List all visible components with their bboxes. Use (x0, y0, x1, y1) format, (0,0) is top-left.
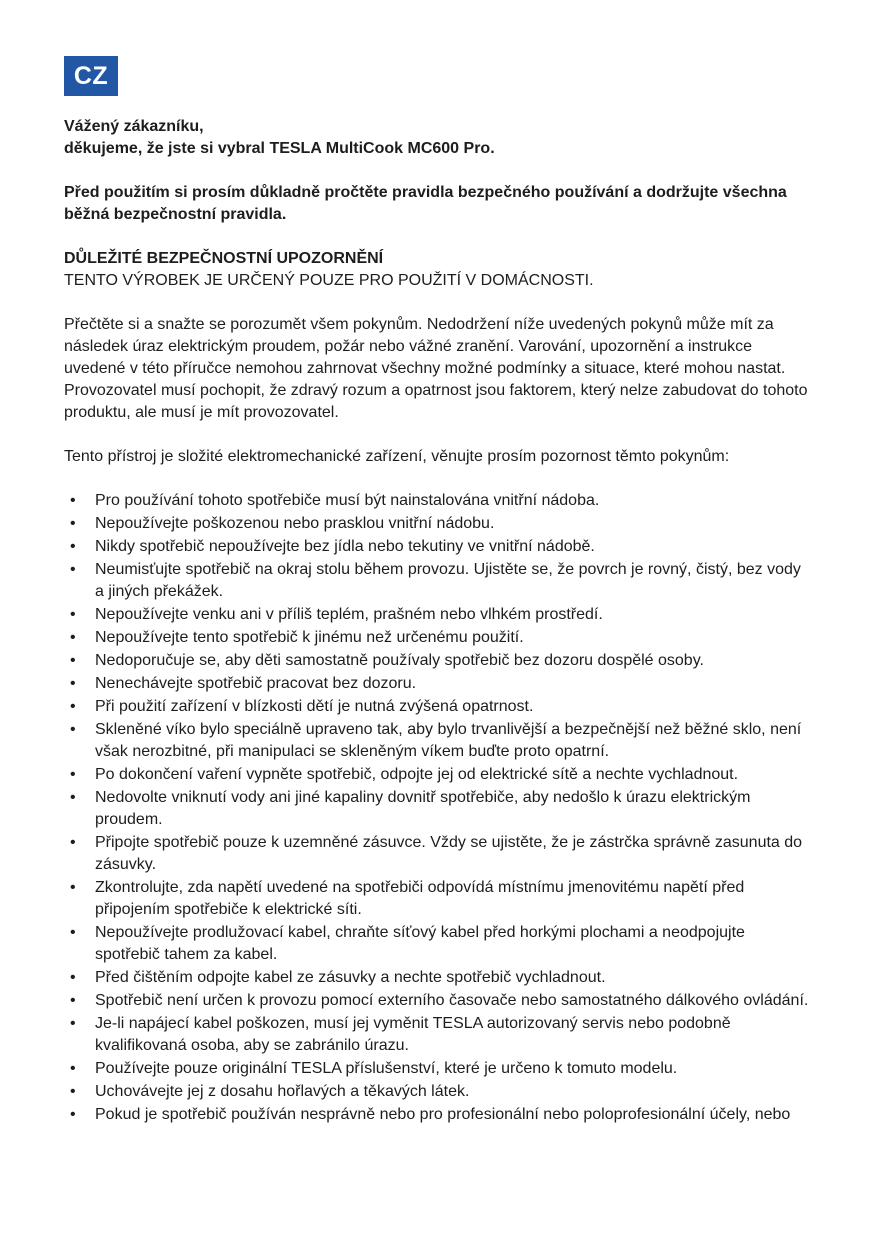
safety-paragraph-1: Přečtěte si a snažte se porozumět všem pokynům. Nedodržení níže uvedených pokynů může mít za následek úraz elektrickým proudem, požár nebo vážné zranění. Varování, upozornění a instrukce uvedené v této příručce nemohou zahrnovat všechny možné podmínky a situace, které mohou nastat. Provozovatel musí pochopit, že zdravý rozum a opatrnost jsou faktorem, který nelze zabudovat do tohoto produktu, ale musí je mít provozovatel. (64, 316, 808, 421)
language-badge-cz: CZ (64, 56, 118, 96)
safety-bullet-item: • Při použití zařízení v blízkosti dětí je nutná zvýšená opatrnost. (64, 696, 812, 718)
safety-bullet-item: • Nedovolte vniknutí vody ani jiné kapaliny dovnitř spotřebiče, aby nedošlo k úrazu elektrickým proudem. (64, 787, 812, 831)
section-title: DŮLEŽITÉ BEZPEČNOSTNÍ UPOZORNĚNÍ (64, 250, 384, 267)
safety-bullet-item: • Používejte pouze originální TESLA příslušenství, které je určeno k tomuto modelu. (64, 1058, 812, 1080)
greeting-line-1: Vážený zákazníku, (64, 118, 204, 135)
safety-bullet-item: • Nenechávejte spotřebič pracovat bez dozoru. (64, 673, 812, 695)
safety-bullet-item: • Skleněné víko bylo speciálně upraveno tak, aby bylo trvanlivější a bezpečnější než běžné sklo, není však nerozbitné, při manipulaci se skleněným víkem buďte proto opatrní. (64, 719, 812, 763)
safety-bullet-item: • Pro používání tohoto spotřebiče musí být nainstalována vnitřní nádoba. (64, 490, 812, 512)
greeting-line-2: děkujeme, že jste si vybral TESLA MultiCook MC600 Pro. (64, 140, 495, 157)
intro-warning-paragraph: Před použitím si prosím důkladně pročtěte pravidla bezpečného používání a dodržujte všechna běžná bezpečnostní pravidla. (64, 184, 787, 223)
safety-bullet-item: • Zkontrolujte, zda napětí uvedené na spotřebiči odpovídá místnímu jmenovitému napětí před připojením spotřebiče k elektrické síti. (64, 877, 812, 921)
safety-bullet-item: • Nedoporučuje se, aby děti samostatně používaly spotřebič bez dozoru dospělé osoby. (64, 650, 812, 672)
safety-bullet-item: • Nepoužívejte tento spotřebič k jinému než určenému použití. (64, 627, 812, 649)
safety-paragraph-2: Tento přístroj je složité elektromechanické zařízení, věnujte prosím pozornost těmto pokynům: (64, 448, 730, 465)
safety-bullet-item: • Nepoužívejte venku ani v příliš teplém, prašném nebo vlhkém prostředí. (64, 604, 812, 626)
safety-bullet-item: • Spotřebič není určen k provozu pomocí externího časovače nebo samostatného dálkového ovládání. (64, 990, 812, 1012)
safety-bullet-item: • Nepoužívejte poškozenou nebo prasklou vnitřní nádobu. (64, 513, 812, 535)
safety-bullet-item: • Po dokončení vaření vypněte spotřebič, odpojte jej od elektrické sítě a nechte vychladnout. (64, 764, 812, 786)
safety-bullet-item: • Je-li napájecí kabel poškozen, musí jej vyměnit TESLA autorizovaný servis nebo podobně kvalifikovaná osoba, aby se zabránilo úrazu. (64, 1013, 812, 1057)
safety-bullet-item: • Neumisťujte spotřebič na okraj stolu během provozu. Ujistěte se, že povrch je rovný, čistý, bez vody a jiných překážek. (64, 559, 812, 603)
safety-bullet-item: • Pokud je spotřebič používán nesprávně nebo pro profesionální nebo poloprofesionální účely, nebo (64, 1104, 812, 1126)
safety-bullet-item: • Připojte spotřebič pouze k uzemněné zásuvce. Vždy se ujistěte, že je zástrčka správně zasunuta do zásuvky. (64, 832, 812, 876)
safety-bullet-list (64, 490, 812, 1126)
safety-bullet-item: • Nepoužívejte prodlužovací kabel, chraňte síťový kabel před horkými plochami a neodpojujte spotřebič tahem za kabel. (64, 922, 812, 966)
section-subtitle: TENTO VÝROBEK JE URČENÝ POUZE PRO POUŽITÍ V DOMÁCNOSTI. (64, 272, 594, 289)
safety-bullet-item: • Uchovávejte jej z dosahu hořlavých a těkavých látek. (64, 1081, 812, 1103)
safety-bullet-item: • Nikdy spotřebič nepoužívejte bez jídla nebo tekutiny ve vnitřní nádobě. (64, 536, 812, 558)
safety-bullet-item: • Před čištěním odpojte kabel ze zásuvky a nechte spotřebič vychladnout. (64, 967, 812, 989)
